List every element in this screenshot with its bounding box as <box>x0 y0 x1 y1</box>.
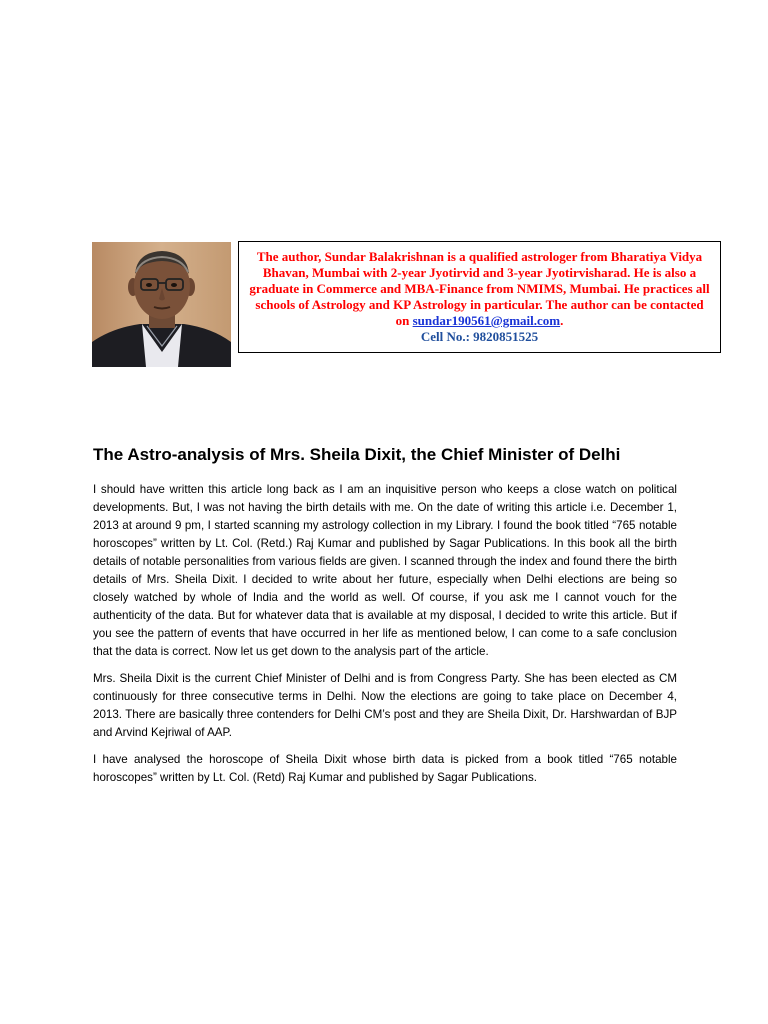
article-paragraph: Mrs. Sheila Dixit is the current Chief Minister of Delhi and is from Congress Party. She has been elected as CM continuously for three consecutive terms in Delhi. Now the elections are going to take place on December 4, 2013. There are basically three contenders for Delhi CM’s post and they are Sheila Dixit, Dr. Harshwardan of BJP and Arvind Kejriwal of AAP. <box>93 672 677 739</box>
article-body <box>93 481 677 796</box>
author-photo <box>92 242 231 367</box>
article-title: The Astro-analysis of Mrs. Sheila Dixit, the Chief Minister of Delhi <box>93 445 621 464</box>
article-paragraph: I should have written this article long back as I am an inquisitive person who keeps a close watch on political developments. But, I was not having the birth details with me. On the date of writing this article i.e. December 1, 2013 at around 9 pm, I started scanning my astrology collection in my Library. I found the book titled “765 notable horoscopes” written by Lt. Col. (Retd.) Raj Kumar and published by Sagar Publications. In this book all the birth details of notable personalities from various fields are given. I scanned through the index and found there the birth details of Mrs. Sheila Dixit. I decided to write about her future, especially when Delhi elections are being so closely watched by whole of India and the world as well. Of course, if you ask me I cannot vouch for the authenticity of the data. But for whatever data that is available at my disposal, I decided to write this article. But if you see the pattern of events that have occurred in her life as mentioned below, I can come to a safe conclusion that the data is correct. Now let us get down to the analysis part of the article. <box>93 483 677 658</box>
author-cell-number: Cell No.: 9820851525 <box>420 329 539 344</box>
author-email-link[interactable]: sundar190561@gmail.com <box>412 313 561 328</box>
author-bio-box <box>238 241 721 353</box>
author-email-suffix: . <box>560 313 564 328</box>
author-bio-text: The author, Sundar Balakrishnan is a qualified astrologer from Bharatiya Vidya Bhavan, Mumbai with 2-year Jyotirvid and 3-year Jyotirvisharad. He is also a graduate in Commerce and MBA-Finance from NMIMS, Mumbai. He practices all schools of Astrology and KP Astrology in particular. The author can be contacted on <box>249 249 710 328</box>
article-paragraph: I have analysed the horoscope of Sheila Dixit whose birth data is picked from a book titled “765 notable horoscopes” written by Lt. Col. (Retd) Raj Kumar and published by Sagar Publications. <box>93 753 677 784</box>
author-portrait-image <box>92 242 231 367</box>
